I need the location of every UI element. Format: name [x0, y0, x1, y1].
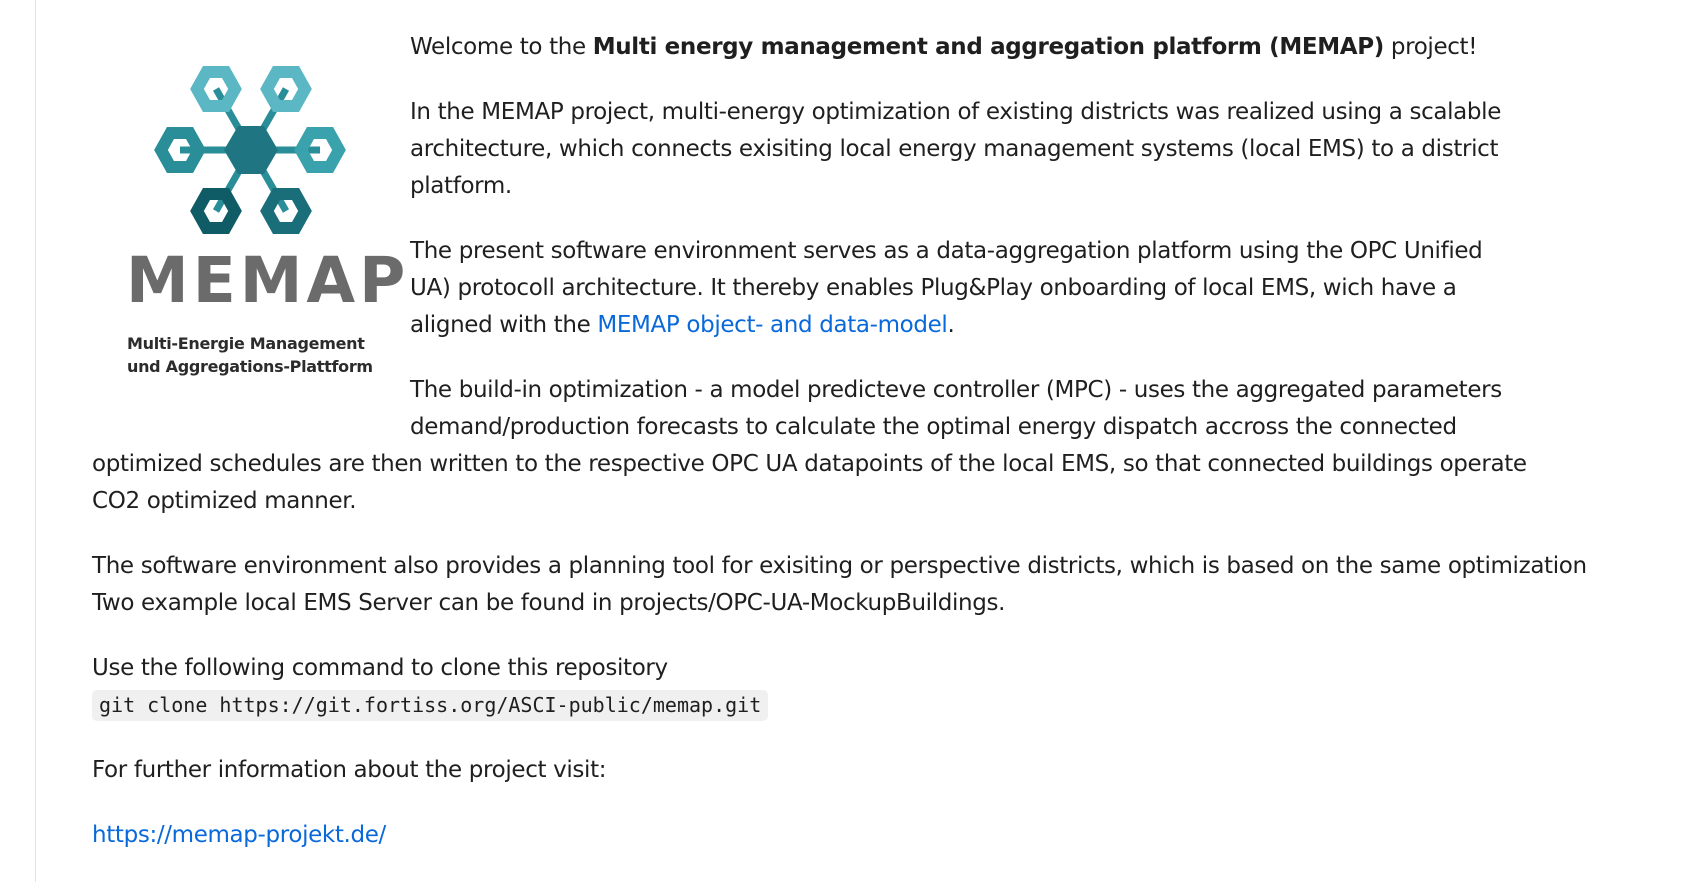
- paragraph-clone: [92, 650, 1692, 724]
- para3-line1: The build-in optimization - a model predicteve controller (MPC) - uses the aggregated parameters: [410, 377, 1502, 403]
- para3-line3: optimized schedules are then written to the respective OPC UA datapoints of the local EMS, so that connected buildings operate: [92, 451, 1527, 477]
- para1-line2: architecture, which connects exisiting local energy management systems (local EMS) to a district: [410, 136, 1499, 162]
- logo-subtitle-line2: und Aggregations-Plattform: [127, 357, 373, 376]
- logo-subtitle: [127, 332, 373, 378]
- project-website-link[interactable]: https://memap-projekt.de/: [92, 822, 386, 848]
- readme-content: [92, 29, 1692, 882]
- para1-line1: In the MEMAP project, multi-energy optimization of existing districts was realized using a scalable: [410, 99, 1502, 125]
- paragraph-further-info: [92, 752, 1692, 789]
- para2-line2: UA) protocoll architecture. It thereby enables Plug&Play onboarding of local EMS, wich have a: [410, 275, 1457, 301]
- hexagon-network-icon: [92, 29, 410, 259]
- paragraph-website: [92, 817, 1692, 854]
- left-border: [35, 0, 36, 882]
- clone-command[interactable]: git clone https://git.fortiss.org/ASCI-public/memap.git: [92, 690, 768, 721]
- project-name: Multi energy management and aggregation platform (MEMAP): [592, 34, 1384, 60]
- data-model-link[interactable]: MEMAP object- and data-model: [597, 312, 948, 338]
- memap-logo: [92, 29, 410, 412]
- further-info-label: For further information about the project visit:: [92, 757, 607, 783]
- para3-line2: demand/production forecasts to calculate the optimal energy dispatch accross the connected: [410, 414, 1457, 440]
- para2-line3-prefix: aligned with the: [410, 312, 598, 338]
- paragraph-planning: [92, 548, 1692, 622]
- logo-wordmark: MEMAP: [126, 244, 410, 317]
- para1-line3: platform.: [410, 173, 512, 199]
- para3-line4: CO2 optimized manner.: [92, 488, 357, 514]
- clone-label: Use the following command to clone this repository: [92, 655, 668, 681]
- para2-line1: The present software environment serves as a data-aggregation platform using the OPC Unified: [410, 238, 1483, 264]
- para4-line1: The software environment also provides a planning tool for exisiting or perspective districts, which is based on the same optimization: [92, 553, 1587, 579]
- logo-subtitle-line1: Multi-Energie Management: [127, 334, 365, 353]
- intro-suffix: project!: [1383, 34, 1478, 60]
- para2-line3-suffix: .: [947, 312, 955, 338]
- para4-line2: Two example local EMS Server can be found in projects/OPC-UA-MockupBuildings.: [92, 590, 1006, 616]
- intro-prefix: Welcome to the: [410, 34, 593, 60]
